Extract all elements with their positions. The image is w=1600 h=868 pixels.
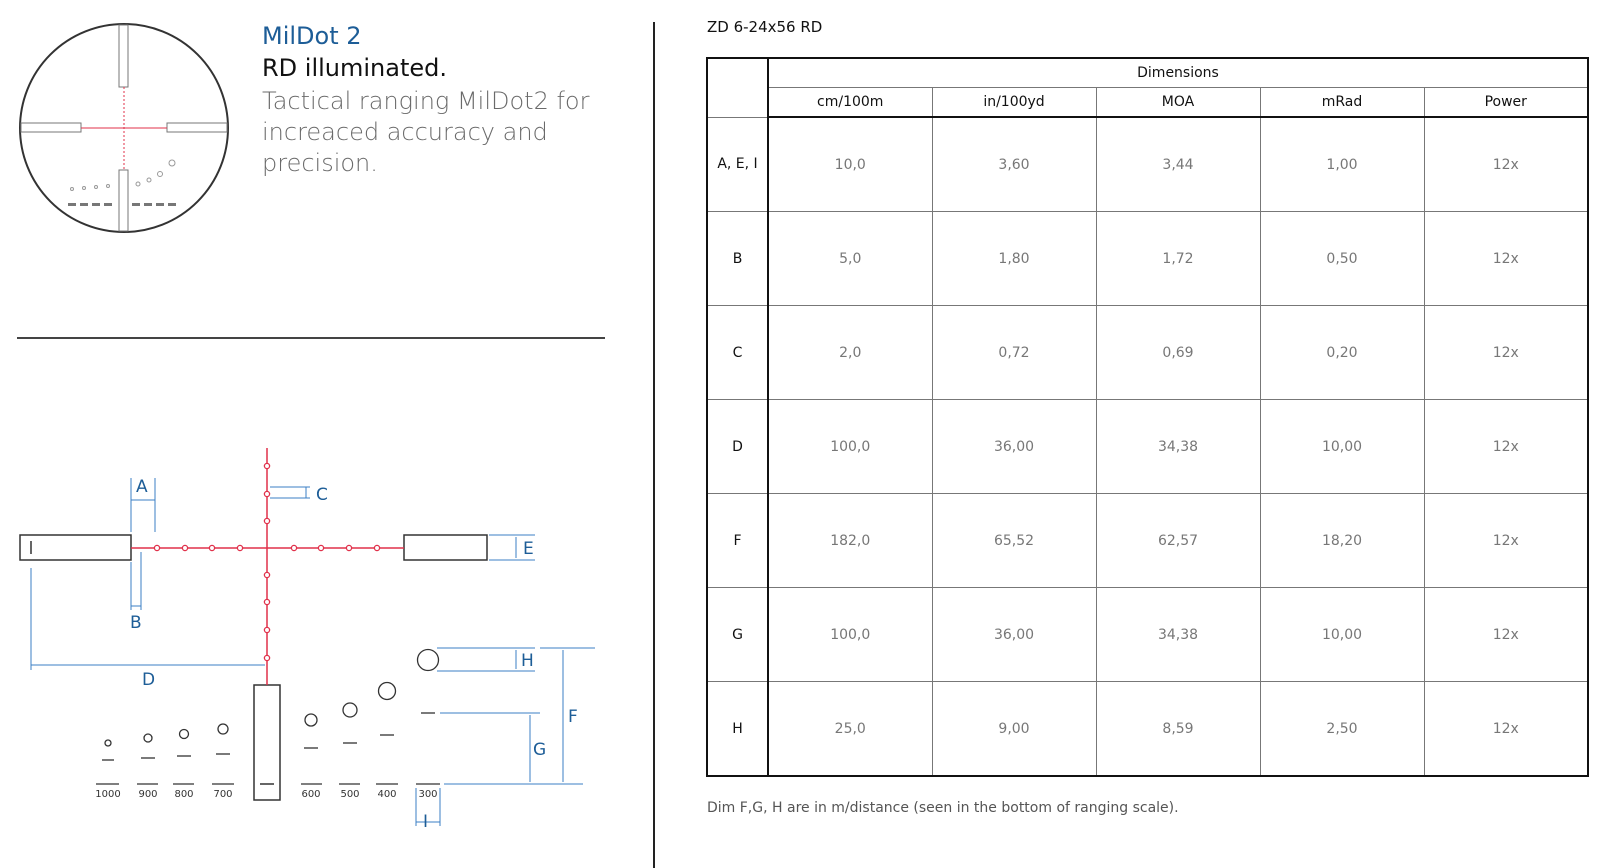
scale-label: 700: [213, 789, 233, 800]
table-cell: 25,0: [768, 682, 932, 777]
table-cell: 1,72: [1096, 212, 1260, 306]
row-label: A, E, I: [707, 117, 768, 212]
table-cell: 12x: [1424, 494, 1588, 588]
product-description: Tactical ranging MilDot2 for increaced accuracy and precision.: [262, 87, 590, 177]
table-row: [707, 494, 1588, 588]
label-i: I: [423, 812, 429, 832]
table-cell: 9,00: [932, 682, 1096, 777]
column-header: MOA: [1096, 88, 1260, 118]
table-cell: 1,80: [932, 212, 1096, 306]
model-name: ZD 6-24x56 RD: [707, 18, 823, 36]
right-post: [404, 535, 487, 560]
table-row: [707, 682, 1588, 777]
scale-label: 600: [301, 789, 321, 800]
scale-label: 800: [174, 789, 194, 800]
label-d: D: [142, 670, 156, 690]
table-cell: 12x: [1424, 117, 1588, 212]
table-cell: 65,52: [932, 494, 1096, 588]
scale-label: 900: [138, 789, 158, 800]
table-cell: 182,0: [768, 494, 932, 588]
scale-label: 1000: [95, 789, 121, 800]
table-cell: 100,0: [768, 400, 932, 494]
label-h: H: [521, 651, 534, 671]
table-cell: 1,00: [1260, 117, 1424, 212]
label-b: B: [130, 613, 142, 633]
right-pane: [700, 0, 1590, 868]
table-cell: 36,00: [932, 400, 1096, 494]
label-f: F: [568, 707, 578, 727]
table-cell: 0,69: [1096, 306, 1260, 400]
column-header: Power: [1424, 88, 1588, 118]
table-footnote: Dim F,G, H are in m/distance (seen in the bottom of ranging scale).: [707, 800, 1179, 816]
table-cell: 3,44: [1096, 117, 1260, 212]
table-cell: 0,50: [1260, 212, 1424, 306]
table-cell: 10,00: [1260, 588, 1424, 682]
table-row: [707, 212, 1588, 306]
table-cell: 12x: [1424, 212, 1588, 306]
table-row: [707, 400, 1588, 494]
bottom-post: [254, 685, 280, 800]
table-row: [707, 306, 1588, 400]
table-cell: 8,59: [1096, 682, 1260, 777]
scale-label: 300: [418, 789, 438, 800]
table-cell: 0,20: [1260, 306, 1424, 400]
left-post: [20, 535, 131, 560]
column-header: mRad: [1260, 88, 1424, 118]
table-cell: 3,60: [932, 117, 1096, 212]
section-divider: [17, 337, 605, 339]
table-cell: 34,38: [1096, 588, 1260, 682]
table-cell: 12x: [1424, 588, 1588, 682]
title-block: [262, 22, 632, 179]
table-cell: 5,0: [768, 212, 932, 306]
scale-label: 400: [377, 789, 397, 800]
row-label: C: [707, 306, 768, 400]
label-a: A: [136, 477, 148, 497]
dimensions-table: [706, 57, 1589, 777]
reticle-dimension-diagram: [0, 440, 630, 840]
row-label: D: [707, 400, 768, 494]
label-e: E: [523, 539, 534, 559]
reticle-thumbnail: [18, 22, 230, 234]
table-cell: 36,00: [932, 588, 1096, 682]
table-cell: 18,20: [1260, 494, 1424, 588]
label-c: C: [316, 485, 328, 505]
table-row: [707, 117, 1588, 212]
label-g: G: [533, 740, 547, 760]
table-cell: 12x: [1424, 682, 1588, 777]
scale-label: 500: [340, 789, 360, 800]
row-label: F: [707, 494, 768, 588]
table-cell: 2,50: [1260, 682, 1424, 777]
table-cell: 0,72: [932, 306, 1096, 400]
table-cell: 10,00: [1260, 400, 1424, 494]
red-crosshair: [131, 448, 404, 685]
column-header: in/100yd: [932, 88, 1096, 118]
table-corner: [707, 58, 768, 117]
table-cell: 10,0: [768, 117, 932, 212]
table-group-header: Dimensions: [768, 58, 1588, 88]
left-pane: [0, 0, 640, 868]
product-title: MilDot 2: [262, 22, 362, 50]
row-label: G: [707, 588, 768, 682]
table-cell: 34,38: [1096, 400, 1260, 494]
product-subtitle: RD illuminated.: [262, 54, 448, 82]
table-cell: 12x: [1424, 400, 1588, 494]
table-cell: 12x: [1424, 306, 1588, 400]
table-cell: 2,0: [768, 306, 932, 400]
row-label: B: [707, 212, 768, 306]
table-row: [707, 588, 1588, 682]
table-cell: 62,57: [1096, 494, 1260, 588]
row-label: H: [707, 682, 768, 777]
vertical-divider: [653, 22, 655, 868]
table-cell: 100,0: [768, 588, 932, 682]
column-header: cm/100m: [768, 88, 932, 118]
